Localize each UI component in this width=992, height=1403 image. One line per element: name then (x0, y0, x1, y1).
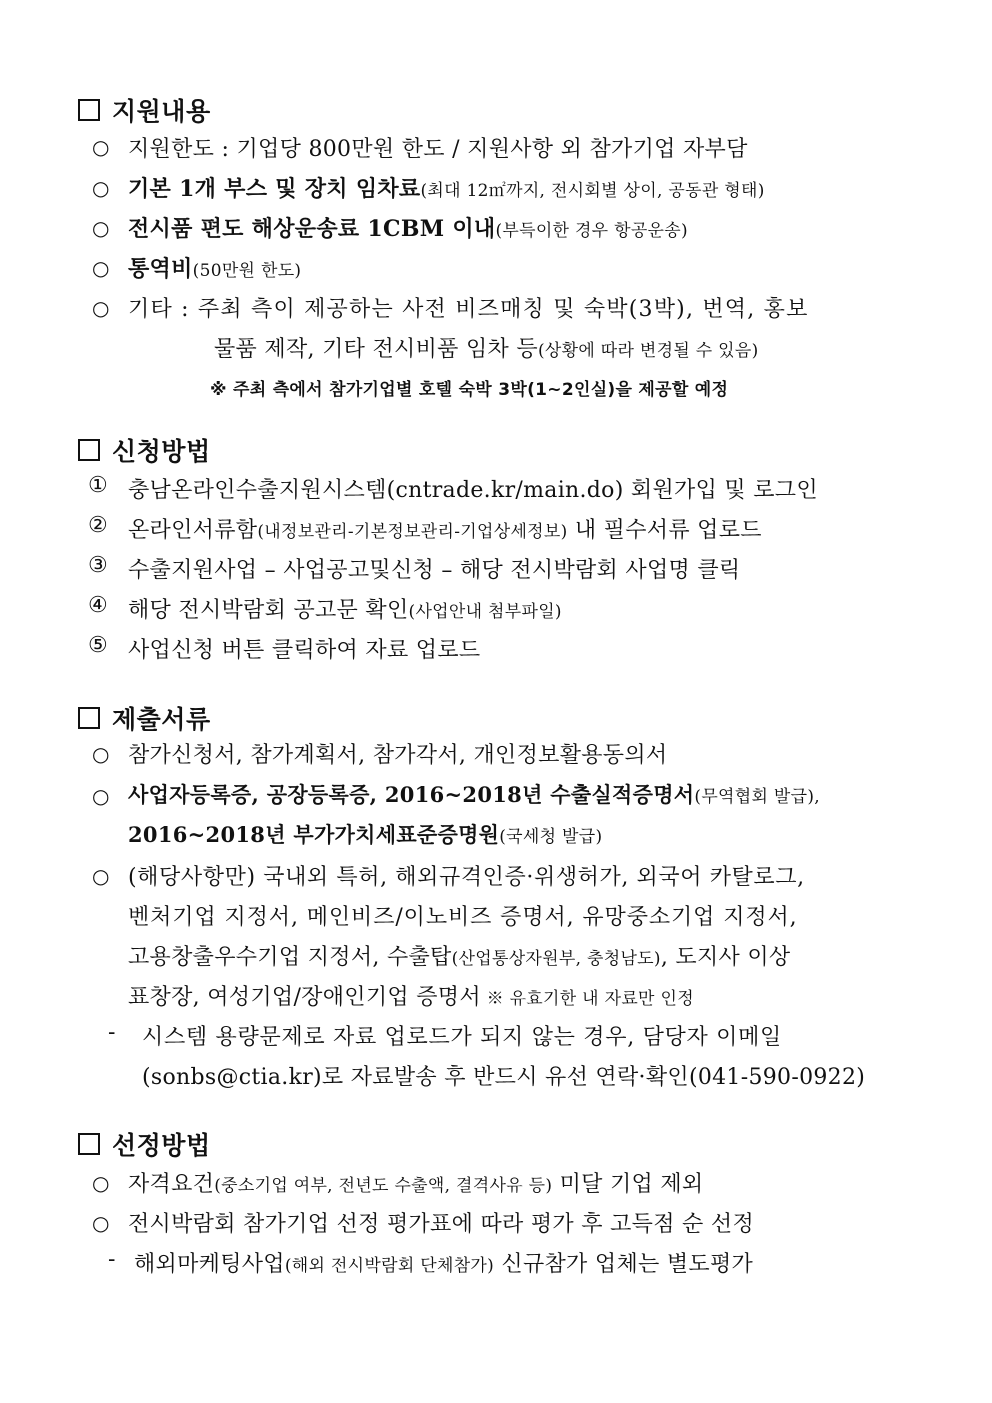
select-item-new: 해외마케팅사업(해외 전시박람회 단체참가) 신규참가 업체는 별도평가 (134, 1252, 754, 1277)
support-item-booth: 기본 1개 부스 및 장치 임차료(최대 12㎡까지, 전시회별 상이, 공동관 형태) (128, 176, 765, 202)
step-number: ② (88, 513, 108, 538)
checkbox-square-icon (78, 707, 100, 729)
support-item-shipping: 전시품 편도 해상운송료 1CBM 이내(부득이한 경우 항공운송) (128, 216, 688, 242)
support-item-interpret: 통역비(50만원 한도) (128, 256, 302, 282)
apply-step-1: 충남온라인수출지원시스템(cntrade.kr/main.do) 회원가입 및 로그인 (128, 478, 818, 503)
bullet-marker: ○ (92, 296, 110, 320)
step-number: ③ (88, 553, 108, 578)
docs-item-optional: (해당사항만) 국내외 특허, 해외규격인증·위생허가, 외국어 카탈로그, (128, 865, 805, 890)
docs-item-optional-cont: 고용창출우수기업 지정서, 수출탑(산업통상자원부, 충청남도), 도지사 이상 (128, 945, 791, 970)
docs-item-email-cont: (sonbs@ctia.kr)로 자료발송 후 반드시 유선 연락·확인(041-590-0922) (142, 1065, 866, 1090)
section-heading-apply: 신청방법 (78, 432, 211, 468)
checkbox-square-icon (78, 1133, 100, 1155)
support-item-etc: 기타 : 주최 측이 제공하는 사전 비즈매칭 및 숙박(3박), 번역, 홍보 (128, 297, 809, 322)
support-note: ※ 주최 측에서 참가기업별 호텔 숙박 3박(1~2인실)을 제공할 예정 (210, 380, 729, 400)
docs-item-optional-cont: 표창장, 여성기업/장애인기업 증명서 ※ 유효기한 내 자료만 인정 (128, 985, 694, 1010)
checkbox-square-icon (78, 99, 100, 121)
bullet-marker: ○ (92, 784, 110, 808)
step-number: ⑤ (88, 633, 108, 658)
section-heading-select: 선정방법 (78, 1126, 211, 1162)
docs-item-certificates: 사업자등록증, 공장등록증, 2016~2018년 수출실적증명서(무역협회 발급), (128, 782, 820, 807)
apply-step-4: 해당 전시박람회 공고문 확인(사업안내 첨부파일) (128, 598, 562, 623)
dash-marker: - (108, 1020, 116, 1045)
bullet-marker: ○ (92, 1171, 110, 1195)
bullet-marker: ○ (92, 256, 110, 280)
apply-step-5: 사업신청 버튼 클릭하여 자료 업로드 (128, 638, 481, 663)
docs-item-email: 시스템 용량문제로 자료 업로드가 되지 않는 경우, 담당자 이메일 (142, 1025, 782, 1050)
bullet-marker: ○ (92, 216, 110, 240)
select-item-evaluation: 전시박람회 참가기업 선정 평가표에 따라 평가 후 고득점 순 선정 (128, 1212, 754, 1237)
support-item-etc-cont: 물품 제작, 기타 전시비품 임차 등(상황에 따라 변경될 수 있음) (214, 337, 759, 362)
dash-marker: - (108, 1247, 116, 1272)
bullet-marker: ○ (92, 1211, 110, 1235)
support-item-limit: 지원한도 : 기업당 800만원 한도 / 지원사항 외 참가기업 자부담 (128, 137, 748, 162)
apply-step-2: 온라인서류함(내정보관리-기본정보관리-기업상세정보) 내 필수서류 업로드 (128, 518, 762, 543)
bullet-marker: ○ (92, 176, 110, 200)
section-heading-docs: 제출서류 (78, 700, 211, 736)
bullet-marker: ○ (92, 742, 110, 766)
step-number: ④ (88, 593, 108, 618)
bullet-marker: ○ (92, 864, 110, 888)
checkbox-square-icon (78, 439, 100, 461)
docs-item-certificates-cont: 2016~2018년 부가가치세표준증명원(국세청 발급) (128, 822, 603, 847)
docs-item-optional-cont: 벤처기업 지정서, 메인비즈/이노비즈 증명서, 유망중소기업 지정서, (128, 905, 798, 930)
section-heading-support: 지원내용 (78, 92, 211, 128)
select-item-eligibility: 자격요건(중소기업 여부, 전년도 수출액, 결격사유 등) 미달 기업 제외 (128, 1172, 704, 1197)
docs-item-forms: 참가신청서, 참가계획서, 참가각서, 개인정보활용동의서 (128, 743, 668, 768)
apply-step-3: 수출지원사업 – 사업공고및신청 – 해당 전시박람회 사업명 클릭 (128, 558, 741, 583)
bullet-marker: ○ (92, 135, 110, 159)
step-number: ① (88, 473, 108, 498)
